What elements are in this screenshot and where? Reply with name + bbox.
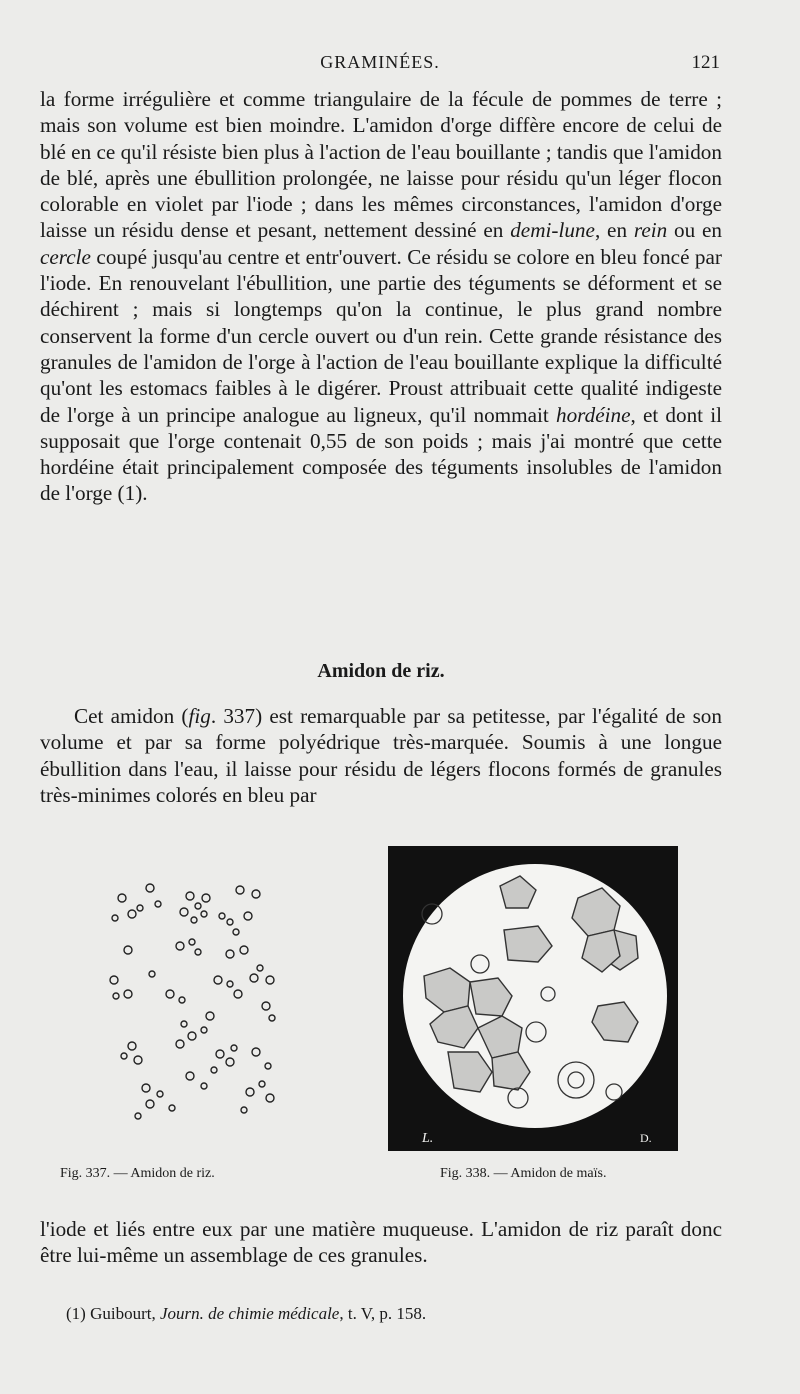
text-run: . 337) est remarquable par sa petitesse, par l'égalité de son volume et par sa forme polyédrique très-marquée. Soumis à une longue ébullition dans l'eau, il laisse pour résidu de légers flocons formés de granules très-minimes colorés en bleu par <box>40 704 722 807</box>
italic-term: Journ. de chimie médicale <box>159 1304 340 1323</box>
running-title: GRAMINÉES. <box>320 52 440 72</box>
page-number: 121 <box>691 52 720 73</box>
italic-term: demi-lune <box>510 218 595 243</box>
fig-label-right: D. <box>640 1131 652 1145</box>
figure-337-caption: Fig. 337. — Amidon de riz. <box>60 1166 215 1181</box>
rice-starch-illustration <box>80 876 340 1146</box>
paragraph-barley-starch <box>40 86 722 507</box>
maize-starch-illustration <box>388 846 678 1151</box>
text-run: Cet amidon ( <box>74 704 189 728</box>
text-run: , en <box>594 218 634 243</box>
paragraph-rice-continued: l'iode et liés entre eux par une matière muqueuse. L'amidon de riz paraît donc être lui-même un assemblage de ces granules. <box>40 1217 722 1268</box>
figure-338-caption: Fig. 338. — Amidon de maïs. <box>440 1166 607 1181</box>
figures-block <box>60 846 720 1181</box>
running-head <box>40 52 720 82</box>
text-run: ou en <box>667 218 723 243</box>
italic-term: fig <box>188 704 211 728</box>
text-run: (1) Guibourt, <box>66 1304 160 1323</box>
italic-term: hordéine <box>555 402 631 427</box>
text-run: , t. V, p. 158. <box>339 1304 427 1323</box>
footnote <box>66 1304 716 1324</box>
section-title: Amidon de riz. <box>317 660 445 682</box>
italic-term: cercle <box>40 244 91 269</box>
paragraph-rice-starch <box>40 703 722 808</box>
text-run: coupé jusqu'au centre et entr'ouvert. Ce résidu se colore en bleu foncé par l'iode. En renouvelant l'ébullition, une partie des téguments se déforment et se déchirent ; mais si longtemps qu'on la continue, le plus grand nombre conservent la forme d'un cercle ouvert ou d'un rein. Cette grande résistance des granules de l'amidon de l'orge à l'action de l'eau bouillante explique la difficulté qu'ont les estomacs faibles à le digérer. Proust attribuait cette qualité indigeste de l'orge à un principe analogue au ligneux, qu'il nommait <box>40 244 722 427</box>
text-run: la forme irrégulière et comme triangulaire de la fécule de pommes de terre ; mais son volume est bien moindre. L'amidon d'orge diffère encore de celui de blé en ce qu'il résiste bien plus à l'action de l'eau bouillante ; tandis que l'amidon de blé, après une ébullition prolongée, ne laisse pour résidu qu'un léger flocon colorable en violet par l'iode ; dans les mêmes circonstances, l'amidon d'orge laisse un résidu dense et pesant, nettement dessiné en <box>40 87 722 243</box>
fig-label-left: L. <box>422 1131 434 1146</box>
italic-term: rein <box>633 218 668 243</box>
text-run: , et dont il supposait que l'orge contenait 0,55 de son poids ; mais j'ai montré que cette hordéine était principalement composée des téguments insolubles de l'amidon de l'orge (1). <box>40 402 722 506</box>
